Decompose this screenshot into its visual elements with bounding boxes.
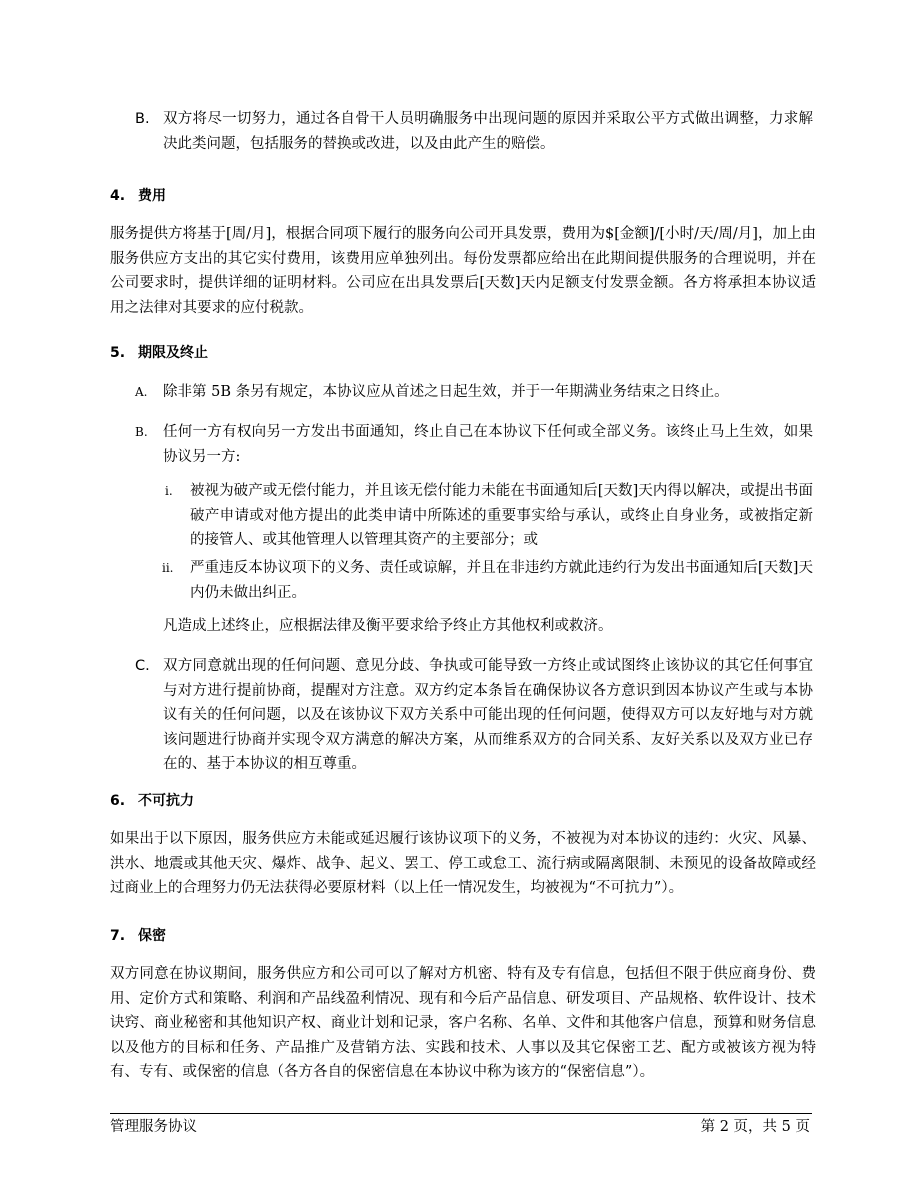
section-heading-6 (110, 791, 194, 811)
clause-5a-text: 除非第 5B 条另有规定，本协议应从首述之日起生效，并于一年期满业务结束之日终止。 (163, 384, 729, 400)
section-4-body: 服务提供方将基于[周/月]，根据合同项下履行的服务向公司开具发票，费用为$[金额]/[小时/天/周/月]，加上由服务供应方支出的其它实付费用，该费用应单独列出。每份发票都应给出在此期间提供服务的合理说明，并在公司要求时，提供详细的证明材料。公司应在出具发票后[天数]天内足额支付发票金额。各方将承担本协议适用之法律对其要求的应付税款。 (110, 226, 816, 316)
section-7-body: 双方同意在协议期间，服务供应方和公司可以了解对方机密、特有及专有信息，包括但不限于供应商身份、费用、定价方式和策略、利润和产品线盈利情况、现有和今后产品信息、研发项目、产品规格、软件设计、技术诀窍、商业秘密和其他知识产权、商业计划和记录，客户名称、名单、文件和其他客户信息，预算和财务信息以及他方的目标和任务、产品推广及营销方法、实践和技术、人事以及其它保密工艺、配方或被该方视为特有、专有、或保密的信息（各方各自的保密信息在本协议中称为该方的“保密信息”）。 (110, 966, 816, 1080)
section-title: 费用 (138, 188, 166, 204)
section-number: 6. (110, 793, 126, 809)
section-title: 保密 (138, 928, 166, 944)
clause-5b-text: 任何一方有权向另一方发出书面通知，终止自己在本协议下任何或全部义务。该终止马上生效，如果协议另一方: (163, 424, 813, 465)
clause-5b-ii-text: 严重违反本协议项下的义务、责任或谅解，并且在非违约方就此违约行为发出书面通知后[天数]天内仍未做出纠正。 (190, 560, 813, 601)
section-heading-4 (110, 186, 166, 206)
section-heading-5 (110, 343, 208, 363)
section-title: 不可抗力 (138, 793, 194, 809)
clause-5c-text: 双方同意就出现的任何问题、意见分歧、争执或可能导致一方终止或试图终止该协议的其它任何事宜与对方进行提前协商，提醒对方注意。双方约定本条旨在确保协议各方意识到因本协议产生或与本协议有关的任何问题，以及在该协议下双方关系中可能出现的任何问题，使得双方可以友好地与对方就该问题进行协商并实现令双方满意的解决方案，从而维系双方的合同关系、友好关系以及双方业已存在的、基于本协议的相互尊重。 (163, 658, 813, 772)
sub-item-label-i: i. (165, 484, 173, 498)
section-title: 期限及终止 (138, 345, 208, 361)
section-number: 5. (110, 345, 126, 361)
clause-5b-i-text: 被视为破产或无偿付能力，并且该无偿付能力未能在书面通知后[天数]天内得以解决，或提出书面破产申请或对他方提出的此类申请中所陈述的重要事实给与承认，或终止自身业务，或被指定新的接管人、或其他管理人以管理其资产的主要部分；或 (190, 483, 813, 548)
footer-divider (110, 1113, 812, 1114)
clause-3b-text: 双方将尽一切努力，通过各自骨干人员明确服务中出现问题的原因并采取公平方式做出调整，力求解决此类问题，包括服务的替换或改进，以及由此产生的赔偿。 (163, 111, 813, 152)
item-label-3b: B. (135, 111, 150, 127)
sub-item-label-ii: ii. (162, 561, 174, 575)
footer-page-number: 第 2 页，共 5 页 (700, 1119, 810, 1135)
section-6-body: 如果出于以下原因，服务供应方未能或延迟履行该协议项下的义务，不被视为对本协议的违约：火灾、风暴、洪水、地震或其他天灾、爆炸、战争、起义、罢工、停工或怠工、流行病或隔离限制、未预见的设备故障或经过商业上的合理努力仍无法获得必要原材料（以上任一情况发生，均被视为“不可抗力”）。 (110, 831, 816, 896)
clause-5b-closing: 凡造成上述终止，应根据法律及衡平要求给予终止方其他权利或救济。 (163, 618, 613, 634)
footer-title: 管理服务协议 (110, 1119, 197, 1135)
item-label-5a: A. (135, 385, 148, 399)
section-number: 7. (110, 928, 126, 944)
item-label-5c: C. (135, 658, 150, 674)
item-label-5b: B. (135, 425, 148, 439)
section-heading-7 (110, 926, 166, 946)
section-number: 4. (110, 188, 126, 204)
